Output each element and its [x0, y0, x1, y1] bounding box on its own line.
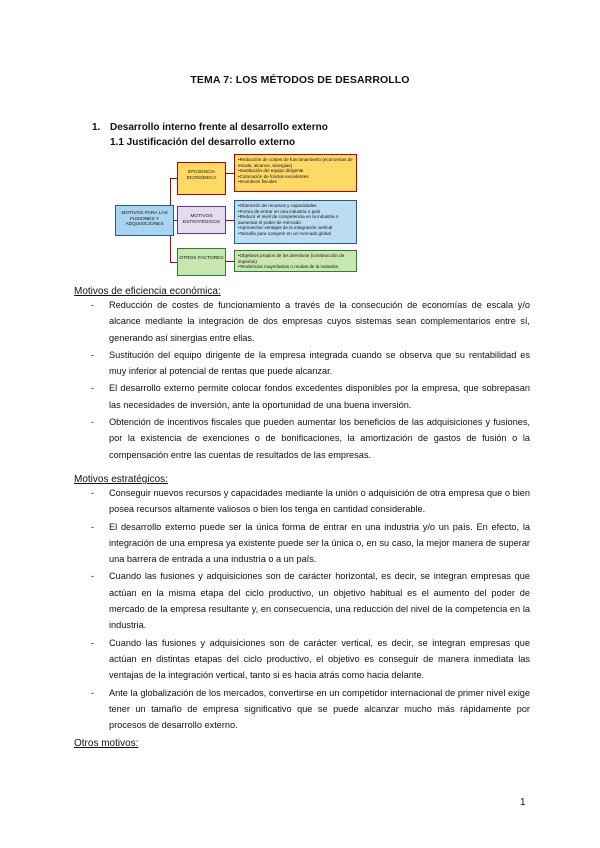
- list-item-text: Cuando las fusiones y adquisiciones son de carácter horizontal, es decir, se integran empresas que actúan en la misma etapa del ciclo productivo, un objetivo habitual es el aumento del poder de mercado de la empresa resultante y, en consecuencia, una reducción del nivel de la competencia en la industria.: [109, 571, 530, 631]
- diagram-detail-item: • Obtención de recursos y capacidades: [238, 203, 353, 209]
- bullet-marker: -: [91, 637, 95, 648]
- list-item: [74, 414, 530, 463]
- connector-line: [226, 220, 234, 221]
- diagram-detail-item: • Aprovechar ventajas de la integración vertical: [238, 225, 353, 231]
- list-item-text: Cuando las fusiones y adquisiciones son de carácter vertical, es decir, se integran empresas que actúan en distintas etapas del ciclo productivo, el objetivo es conseguir de manera inmediata las ventajas de la integración vertical, tanto si es hacia atrás como hacia delante.: [109, 637, 530, 681]
- diagram-detail-strategic: [234, 200, 357, 244]
- diagram-category-efficiency: EFICIENCIA ECONÓMICA: [177, 162, 226, 195]
- diagram-category-strategic: MOTIVOS ESTRATÉGICOS: [177, 206, 226, 234]
- strategic-list: [74, 485, 530, 734]
- list-item-text: El desarrollo externo permite colocar fondos excedentes disponibles por la empresa, que sobrepasan las necesidades de inversión, ante la oportunidad de una buena inversión.: [109, 383, 530, 410]
- diagram-detail-item: • Forma de entrar en una industria o país: [238, 209, 353, 215]
- motives-diagram: [110, 154, 360, 278]
- list-item: [74, 485, 530, 518]
- list-item: [74, 297, 530, 346]
- bullet-marker: -: [91, 349, 95, 360]
- bullet-marker: -: [91, 687, 95, 698]
- list-item: [74, 635, 530, 684]
- list-item-text: Reducción de costes de funcionamiento a través de la consecución de economías de escala y/o alcance mediante la integración de dos empresas cuyos sistemas sean complementarios entre sí, generando así sinergias entre ellas.: [109, 300, 530, 343]
- connector-line: [170, 262, 177, 263]
- section-title: Desarrollo interno frente al desarrollo externo: [110, 122, 328, 133]
- bullet-marker: -: [91, 571, 95, 582]
- diagram-detail-item: • Objetivos propios de los directivos (construcción de imperios): [238, 253, 353, 264]
- section-heading: [92, 122, 328, 133]
- subsection-heading: 1.1 Justificación del desarrollo externo: [110, 137, 296, 148]
- list-item: [74, 568, 530, 633]
- diagram-root-box: MOTIVOS PARA LAS FUSIONES Y ADQUISICIONES: [115, 205, 174, 236]
- diagram-detail-item: • Tamaño para competir en un mercado global: [238, 231, 353, 237]
- list-item: [74, 347, 530, 380]
- list-item-text: Sustitución del equipo dirigente de la empresa integrada cuando se observa que su rentabilidad es muy inferior al potencial de rentas que puede alcanzar.: [109, 349, 530, 377]
- diagram-category-other: OTROS FACTORES: [177, 248, 226, 276]
- connector-line: [226, 173, 234, 174]
- bullet-marker: -: [91, 300, 95, 310]
- page-title: TEMA 7: LOS MÉTODOS DE DESARROLLO: [190, 74, 410, 86]
- bullet-marker: -: [91, 521, 95, 532]
- section-heading-other: Otros motivos:: [74, 738, 139, 749]
- diagram-detail-item: • Reducción de costes de funcionamiento (economías de escala, alcance, sinergias): [238, 157, 353, 168]
- diagram-detail-item: • Tendencias mayoritarias o modas de la industria: [238, 264, 353, 270]
- section-heading-strategic: Motivos estratégicos:: [74, 474, 168, 485]
- connector-line: [170, 178, 177, 179]
- list-item: [74, 380, 530, 413]
- section-number: 1.: [92, 122, 101, 133]
- list-item-text: Conseguir nuevos recursos y capacidades mediante la unión o adquisición de otra empresa que o bien posea recursos altamente valiosos o bien los tenga en cantidad considerable.: [109, 488, 530, 515]
- diagram-detail-item: • Colocación de fondos excedentes: [238, 174, 353, 180]
- bullet-marker: -: [91, 417, 95, 428]
- efficiency-list: [74, 297, 530, 464]
- bullet-marker: -: [91, 488, 95, 498]
- diagram-detail-other: [234, 250, 357, 272]
- diagram-detail-efficiency: [234, 154, 357, 192]
- connector-line: [226, 261, 234, 262]
- list-item-text: Obtención de incentivos fiscales que pueden aumentar los beneficios de las adquisiciones y fusiones, por la existencia de exenciones o de bonificaciones, la amortización de gastos de fusión o la compensación entre las cuentas de resultados de las empresas.: [109, 417, 530, 460]
- diagram-detail-item: • Incentivos fiscales: [238, 179, 353, 185]
- list-item: [74, 519, 530, 568]
- diagram-detail-item: • Sustitución del equipo dirigente: [238, 168, 353, 174]
- diagram-detail-item: • Reducir el nivel de competencia en la industria o aumentar el poder de mercado: [238, 214, 353, 225]
- list-item-text: El desarrollo externo puede ser la única forma de entrar en una industria y/o un país. En efecto, la integración de una empresa ya existente puede ser la única o, en su caso, la mejor manera de superar una barrera de entrada a una industria o a un país.: [109, 521, 530, 565]
- list-item: [74, 685, 530, 734]
- section-heading-efficiency: Motivos de eficiencia económica:: [74, 286, 221, 297]
- page-number: 1: [520, 797, 526, 808]
- list-item-text: Ante la globalización de los mercados, convertirse en un competidor internacional de primer nivel exige tener un tamaño de empresa significativo que se puede alcanzar mucho más rápidamente por procesos de desarrollo externo.: [109, 687, 530, 731]
- bullet-marker: -: [91, 383, 95, 394]
